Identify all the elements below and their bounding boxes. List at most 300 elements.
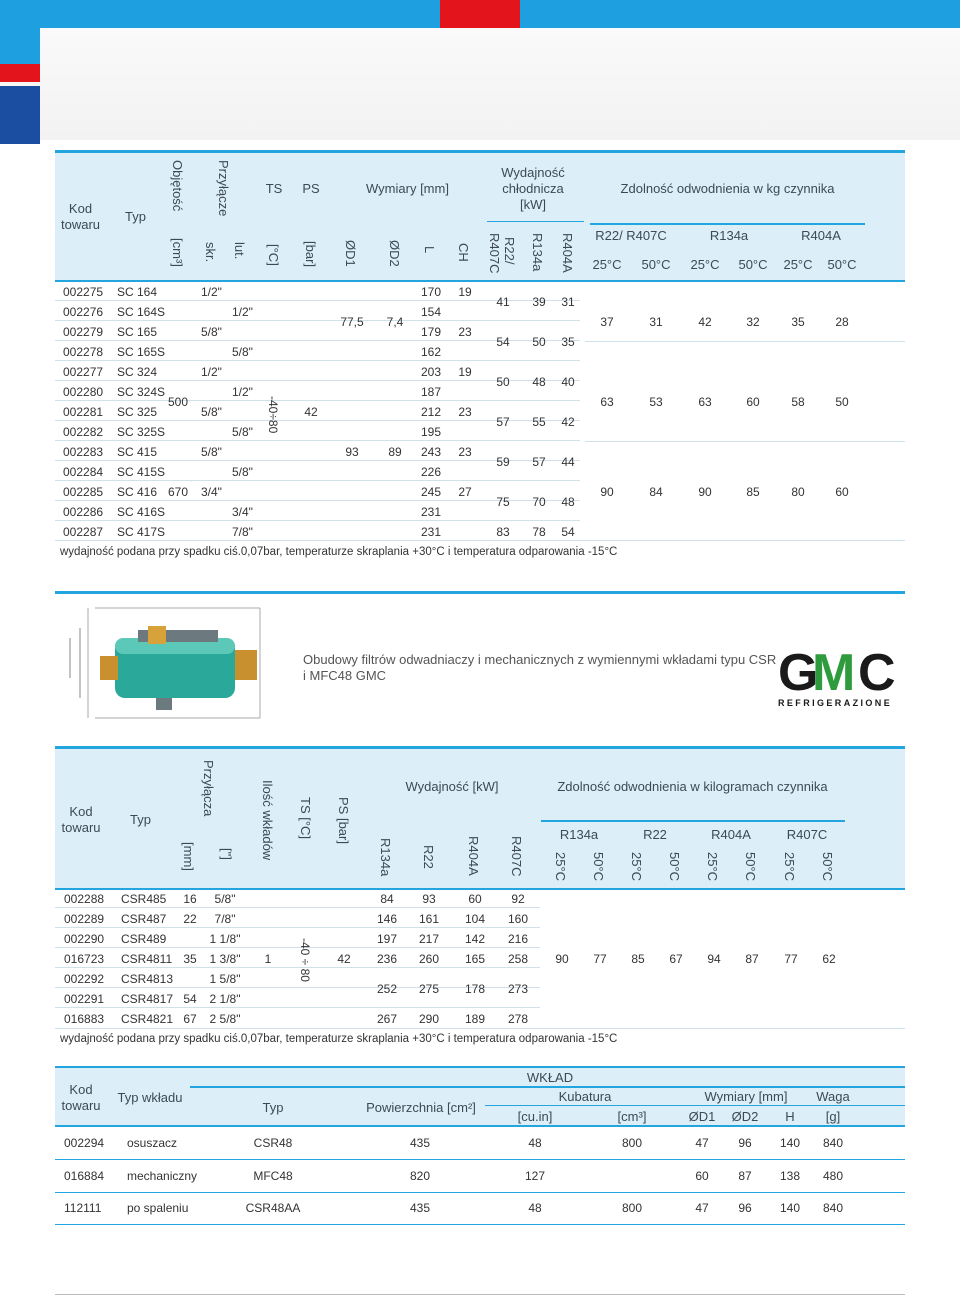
row-kod: 002289 [64, 912, 105, 926]
col-temp-t25: 25°C [553, 852, 568, 882]
dry-value: 60 [835, 485, 849, 499]
logo-subtitle: REFRIGERAZIONE [778, 698, 893, 708]
row-typ: SC 325 [117, 405, 158, 419]
col-d1: ØD1 [343, 240, 358, 267]
header-rule [55, 1125, 905, 1127]
col-objetosc-unit: [cm³] [170, 238, 185, 267]
dry-value: 63 [600, 395, 614, 409]
col-g: [g] [825, 1109, 841, 1124]
row-d1: 47 [695, 1136, 709, 1150]
row-typ: CSR4813 [121, 972, 174, 986]
row-ch: 27 [458, 485, 472, 499]
row-divider [55, 440, 580, 441]
row-l: 203 [420, 365, 442, 379]
row-typ: SC 416 [117, 485, 158, 499]
row-powierzchnia: 435 [409, 1136, 431, 1150]
row-r404a: 104 [464, 912, 486, 926]
col-objetosc: Objętość [170, 160, 185, 212]
cap-r22: 50 [496, 375, 510, 389]
row-mm: 54 [183, 992, 197, 1006]
col-r404a: R404A [560, 233, 575, 273]
row-typ: SC 415S [117, 465, 166, 479]
col-ilosc: Ilość wkładów [260, 780, 275, 861]
row-lut: 5/8" [232, 345, 253, 359]
cap-r22: 57 [496, 415, 510, 429]
row-l: 226 [420, 465, 442, 479]
dry-value: 90 [600, 485, 614, 499]
row-divider [55, 480, 580, 481]
cap-r22: 54 [496, 335, 510, 349]
row-h: 140 [779, 1201, 801, 1215]
dry-value: 77 [784, 952, 798, 966]
col-h: H [785, 1109, 795, 1124]
dry-value: 90 [555, 952, 569, 966]
col-kubatura: Kubatura [558, 1089, 612, 1104]
row-typ-wkladu: mechaniczny [127, 1169, 198, 1183]
row-mm: 35 [183, 952, 197, 966]
dry-value: 60 [746, 395, 760, 409]
row-kod: 002281 [63, 405, 104, 419]
row-cuin: 127 [524, 1169, 546, 1183]
row-divider [55, 1007, 540, 1008]
row-d2: 96 [738, 1136, 752, 1150]
col-temp-t25: 25°C [629, 852, 644, 882]
row-typ: CSR489 [121, 932, 167, 946]
col-kod-2: towaru [60, 217, 101, 232]
row-l: 154 [420, 305, 442, 319]
top-bar-right [520, 0, 960, 28]
row-d2: 96 [738, 1201, 752, 1215]
row-d2: 87 [738, 1169, 752, 1183]
cap-r134a: 78 [532, 525, 546, 539]
row-divider [585, 441, 905, 442]
svg-text:M: M [812, 644, 856, 694]
row-cal: 2 5/8" [209, 1012, 241, 1026]
header-sub-rule [541, 820, 845, 822]
row-l: 231 [420, 525, 442, 539]
row-lut: 5/8" [232, 425, 253, 439]
col-cal: ["] [219, 848, 234, 860]
row-typ: CSR485 [121, 892, 167, 906]
col-mm: [mm] [181, 842, 196, 871]
header-sub-rule [487, 221, 584, 222]
col-ch: CH [456, 243, 471, 262]
row-kod: 002292 [64, 972, 105, 986]
row-divider [585, 341, 905, 342]
col-z-50: 50°C [827, 257, 857, 272]
merged-value: 273 [507, 982, 529, 996]
col-kod: Kod [69, 804, 93, 819]
cap-r404a: 44 [561, 455, 575, 469]
description-line-1: Obudowy filtrów odwadniaczy i mechanicznych z wymiennymi wkładami typu CSR [303, 652, 777, 667]
volume-500: 500 [167, 395, 189, 409]
row-mm: 22 [183, 912, 197, 926]
col-cuin: [cu.in] [517, 1109, 553, 1124]
cap-r404a: 40 [561, 375, 575, 389]
cap-r134a: 48 [532, 375, 546, 389]
ilosc-value: 1 [264, 952, 272, 966]
row-ch: 23 [458, 325, 472, 339]
row-r407c: 278 [507, 1012, 529, 1026]
side-tab-blue [0, 86, 40, 144]
dry-value: 53 [649, 395, 663, 409]
col-zdolnosc: Zdolność odwodnienia w kg czynnika [620, 181, 835, 196]
row-r404a: 165 [464, 952, 486, 966]
row-l: 245 [420, 485, 442, 499]
row-kod: 002288 [64, 892, 105, 906]
row-l: 212 [420, 405, 442, 419]
row-l: 195 [420, 425, 442, 439]
row-skr: 1/2" [201, 365, 222, 379]
row-typ: CSR48 [253, 1136, 293, 1150]
row-cm3: 800 [621, 1201, 643, 1215]
row-r407c: 160 [507, 912, 529, 926]
gmc-logo [778, 644, 900, 708]
col-ts: TS [°C] [298, 797, 313, 840]
col-zdolnosc: Zdolność odwodnienia w kilogramach czynnika [557, 779, 828, 794]
row-divider [55, 400, 580, 401]
row-mm: 67 [183, 1012, 197, 1026]
col-r407c: R407C [487, 233, 502, 274]
col-ps: PS [302, 181, 320, 196]
cap-r22: 59 [496, 455, 510, 469]
row-lut: 7/8" [232, 525, 253, 539]
col-temp-t50: 50°C [743, 852, 758, 882]
row-typ: MFC48 [253, 1169, 293, 1183]
table-note: wydajność podana przy spadku ciś.0,07bar, temperaturze skraplania +30°C i temperatura odparowania -15°C [60, 546, 618, 558]
ps-value: 42 [304, 405, 318, 419]
row-kod: 002291 [64, 992, 105, 1006]
row-divider [55, 360, 580, 361]
dry-value: 32 [746, 315, 760, 329]
filter-drawing-svg [60, 598, 270, 728]
page-bottom-rule [55, 1294, 905, 1295]
row-r407c: 216 [507, 932, 529, 946]
row-typ: SC 164S [117, 305, 166, 319]
side-tab-red [0, 64, 40, 82]
row-divider [55, 1159, 905, 1160]
cap-r134a: 39 [532, 295, 546, 309]
row-r134a: 146 [376, 912, 398, 926]
row-kod: 016884 [64, 1169, 105, 1183]
col-skr: skr. [203, 242, 218, 263]
dry-value: 80 [791, 485, 805, 499]
row-divider [55, 520, 580, 521]
row-cal: 7/8" [214, 912, 236, 926]
col-typ: Typ [130, 812, 151, 827]
row-h: 138 [779, 1169, 801, 1183]
row-r134a: 84 [380, 892, 394, 906]
row-typ: SC 416S [117, 505, 166, 519]
row-waga: 480 [822, 1169, 844, 1183]
row-r22: 161 [418, 912, 440, 926]
header-sub-rule [485, 1105, 905, 1106]
row-divider [55, 1192, 905, 1193]
col-wymiary: Wymiary [mm] [366, 181, 449, 196]
svg-text:G: G [778, 644, 819, 694]
row-ch: 19 [458, 285, 472, 299]
dry-value: 63 [698, 395, 712, 409]
col-z-50: 50°C [738, 257, 768, 272]
header-rule [55, 888, 905, 890]
col-wymiary: Wymiary [mm] [704, 1089, 788, 1104]
row-divider [55, 1224, 905, 1225]
col-kod-2: towaru [61, 1098, 101, 1113]
cap-r404a: 48 [561, 495, 575, 509]
row-typ: CSR4811 [121, 952, 173, 966]
ts-value: -40 ÷ 80 [298, 938, 312, 982]
cap-r404a: 35 [561, 335, 575, 349]
d2-value-a: 7,4 [386, 315, 404, 329]
col-temp-t25: 25°C [782, 852, 797, 882]
dry-value: 94 [707, 952, 721, 966]
row-r404a: 60 [468, 892, 482, 906]
row-typ: SC 325S [117, 425, 166, 439]
row-l: 231 [420, 505, 442, 519]
col-z-r22: R22/ R407C [595, 228, 667, 243]
row-kod: 002290 [64, 932, 105, 946]
col-z-25: 25°C [783, 257, 813, 272]
row-divider [55, 907, 540, 908]
col-z-r134a: R134a [709, 228, 749, 243]
col-typ: Typ [262, 1100, 284, 1115]
merged-value: 275 [418, 982, 440, 996]
col-z-r407c: R407C [786, 827, 828, 842]
row-l: 170 [420, 285, 442, 299]
cap-r404a: 31 [561, 295, 575, 309]
row-r134a: 267 [376, 1012, 398, 1026]
row-kod: 002285 [63, 485, 104, 499]
row-r404a: 189 [464, 1012, 486, 1026]
col-przylacza: Przyłącza [201, 760, 216, 817]
col-r134a: R134a [378, 838, 393, 877]
row-kod: 002286 [63, 505, 104, 519]
row-divider [55, 927, 540, 928]
row-ch: 19 [458, 365, 472, 379]
dry-value: 77 [593, 952, 607, 966]
row-kod: 002277 [63, 365, 104, 379]
row-powierzchnia: 820 [409, 1169, 431, 1183]
description-line-2: i MFC48 GMC [303, 668, 387, 683]
cap-r22: 75 [496, 495, 510, 509]
row-l: 162 [420, 345, 442, 359]
row-lut: 1/2" [232, 385, 253, 399]
row-typ: CSR48AA [245, 1201, 301, 1215]
d2-value-b: 89 [388, 445, 402, 459]
row-kod: 002280 [63, 385, 104, 399]
row-kod: 002283 [63, 445, 104, 459]
row-cuin: 48 [528, 1136, 542, 1150]
dry-value: 85 [746, 485, 760, 499]
section-rule [55, 591, 905, 594]
col-r404a: R404A [466, 836, 481, 876]
row-cal: 5/8" [214, 892, 236, 906]
col-wydajnosc-2: chłodnicza [502, 181, 564, 196]
dry-value: 90 [698, 485, 712, 499]
col-temp-t50: 50°C [591, 852, 606, 882]
dry-value: 67 [669, 952, 683, 966]
col-z-50: 50°C [641, 257, 671, 272]
row-cal: 2 1/8" [209, 992, 241, 1006]
row-kod: 002284 [63, 465, 104, 479]
col-wydajnosc: Wydajność [kW] [405, 779, 499, 794]
row-skr: 1/2" [201, 285, 222, 299]
row-r134a: 236 [376, 952, 398, 966]
row-r404a: 142 [464, 932, 486, 946]
col-ts: TS [265, 181, 283, 196]
row-skr: 5/8" [201, 405, 222, 419]
dry-value: 84 [649, 485, 663, 499]
row-kod: 002275 [63, 285, 104, 299]
col-z-25: 25°C [690, 257, 720, 272]
col-temp-t50: 50°C [820, 852, 835, 882]
row-r22: 260 [418, 952, 440, 966]
row-lut: 1/2" [232, 305, 253, 319]
row-kod: 016883 [64, 1012, 105, 1026]
ts-value: -40÷80 [266, 396, 280, 434]
row-kod: 002282 [63, 425, 104, 439]
row-kod: 002276 [63, 305, 104, 319]
cap-r404a: 54 [561, 525, 575, 539]
col-temp-t25: 25°C [705, 852, 720, 882]
row-cm3: 800 [621, 1136, 643, 1150]
col-r407c: R407C [509, 836, 524, 877]
row-l: 187 [420, 385, 442, 399]
col-typ-wkladu: Typ wkładu [117, 1090, 183, 1105]
row-divider [55, 320, 580, 321]
row-skr: 5/8" [201, 445, 222, 459]
dry-value: 87 [745, 952, 759, 966]
row-kod: 002287 [63, 525, 104, 539]
col-temp-t50: 50°C [667, 852, 682, 882]
dry-value: 62 [822, 952, 836, 966]
col-z-r404a: R404A [801, 228, 841, 243]
dry-value: 28 [835, 315, 849, 329]
row-r407c: 258 [507, 952, 529, 966]
row-cal: 1 5/8" [209, 972, 241, 986]
row-typ: SC 164 [117, 285, 158, 299]
col-lut: lut. [232, 242, 247, 260]
row-mm: 16 [183, 892, 197, 906]
row-r22: 290 [418, 1012, 440, 1026]
col-ts-unit: [°C] [266, 244, 281, 266]
row-waga: 840 [822, 1136, 844, 1150]
row-l: 179 [420, 325, 442, 339]
dry-value: 85 [631, 952, 645, 966]
row-kod: 002279 [63, 325, 104, 339]
row-h: 140 [779, 1136, 801, 1150]
header-background [0, 28, 960, 140]
col-wydajnosc-3: [kW] [520, 197, 546, 212]
dry-value: 35 [791, 315, 805, 329]
dry-value: 31 [649, 315, 663, 329]
col-d2: ØD2 [731, 1109, 759, 1124]
col-l: L [422, 246, 437, 254]
row-cuin: 48 [528, 1201, 542, 1215]
col-powierzchnia: Powierzchnia [cm²] [366, 1100, 476, 1115]
col-z-25: 25°C [592, 257, 622, 272]
col-d1: ØD1 [688, 1109, 716, 1124]
merged-value: 178 [464, 982, 486, 996]
col-kod: Kod [68, 201, 93, 216]
col-ps-unit: [bar] [303, 241, 318, 268]
top-bar-red [440, 0, 520, 28]
row-lut: 3/4" [232, 505, 253, 519]
row-typ-wkladu: po spaleniu [127, 1201, 189, 1215]
dry-value: 42 [698, 315, 712, 329]
row-typ: SC 165S [117, 345, 166, 359]
cap-r134a: 50 [532, 335, 546, 349]
row-skr: 3/4" [201, 485, 222, 499]
d1-value-b: 93 [345, 445, 359, 459]
col-r22: R22 [421, 845, 436, 869]
row-kod: 002278 [63, 345, 104, 359]
row-waga: 840 [822, 1201, 844, 1215]
ps-value: 42 [337, 952, 351, 966]
row-typ: SC 165 [117, 325, 158, 339]
col-d2: ØD2 [387, 240, 402, 267]
row-d1: 60 [695, 1169, 709, 1183]
col-ps: PS [bar] [336, 797, 351, 844]
col-typ: Typ [125, 209, 146, 224]
side-tab-cyan [0, 28, 40, 64]
row-r407c: 92 [511, 892, 525, 906]
row-skr: 5/8" [201, 325, 222, 339]
header-sub-rule [590, 223, 865, 225]
header-rule [55, 280, 905, 282]
d1-value-a: 77,5 [340, 315, 364, 329]
row-typ: CSR4821 [121, 1012, 174, 1026]
merged-value: 252 [376, 982, 398, 996]
row-ch: 23 [458, 445, 472, 459]
dry-value: 58 [791, 395, 805, 409]
col-kod-2: towaru [61, 820, 101, 835]
row-lut: 5/8" [232, 465, 253, 479]
row-kod: 002294 [64, 1136, 105, 1150]
dry-value: 37 [600, 315, 614, 329]
row-typ: SC 324S [117, 385, 166, 399]
row-cal: 1 1/8" [209, 932, 241, 946]
col-r134a: R134a [530, 233, 545, 272]
row-typ: CSR4817 [121, 992, 174, 1006]
row-r134a: 197 [376, 932, 398, 946]
row-kod: 016723 [64, 952, 105, 966]
col-cm3: [cm³] [617, 1109, 647, 1124]
filter-housing-drawing [60, 598, 270, 728]
cap-r134a: 57 [532, 455, 546, 469]
cap-r22: 83 [496, 525, 510, 539]
col-r22: R22/ [502, 237, 517, 265]
row-typ: SC 324 [117, 365, 158, 379]
row-kod: 112111 [64, 1201, 102, 1215]
gmc-logo-mark [778, 644, 900, 694]
volume-670: 670 [167, 485, 189, 499]
row-d1: 47 [695, 1201, 709, 1215]
svg-text:C: C [858, 644, 896, 694]
col-waga: Waga [816, 1089, 850, 1104]
row-divider [55, 1028, 905, 1029]
top-bar-left [0, 0, 440, 28]
row-typ: SC 415 [117, 445, 158, 459]
row-ch: 23 [458, 405, 472, 419]
cap-r134a: 70 [532, 495, 546, 509]
row-cal: 1 3/8" [209, 952, 241, 966]
col-z-r404a: R404A [711, 827, 751, 842]
table-note: wydajność podana przy spadku ciś.0,07bar, temperaturze skraplania +30°C i temperatura odparowania -15°C [60, 1033, 618, 1045]
row-l: 243 [420, 445, 442, 459]
cap-r404a: 42 [561, 415, 575, 429]
row-typ-wkladu: osuszacz [127, 1136, 178, 1150]
